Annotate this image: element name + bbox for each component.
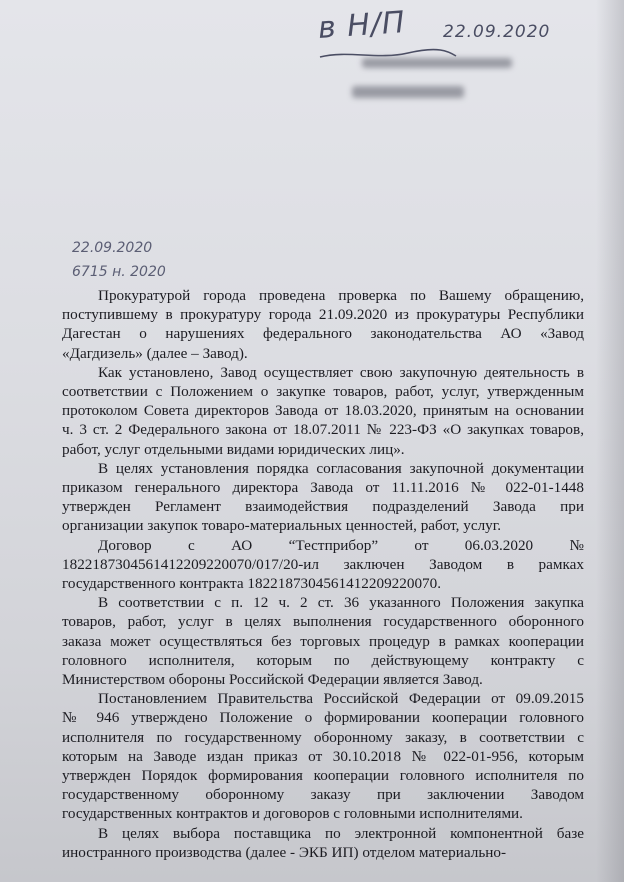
incoming-number: 6715 н. 2020 [72,264,166,280]
text-line: В соответствии с п. 12 ч. 2 ст. 36 указанного Положения закупка [98,594,584,612]
text-line: приказом генерального директора Завода от 11.11.2016 № 022-01-1448 [62,479,584,497]
resolution-mark: в Н/П [316,4,407,47]
text-line: государственных контрактов и договоров с головными исполнителями. [62,805,523,823]
text-line: товаров, работ, услуг в целях выполнения государственного оборонного [62,613,584,631]
paragraph [62,459,584,536]
text-line: Прокуратурой города проведена проверка по Вашему обращению, [98,287,584,304]
text-line: заказа может осуществляться без торговых процедур в рамках кооперации [62,632,584,650]
paragraph [62,286,584,363]
text-line: государственному оборонному заказу при заключении Заводом [62,786,584,804]
paragraph [62,824,584,862]
resolution-date: 22.09.2020 [443,22,551,42]
text-line: Министерством обороны Российской Федерации является Завод. [62,671,483,689]
text-line: иностранного производства (далее - ЭКБ ИП) отделом материально- [62,843,507,861]
text-line: Дагестан о нарушениях федерального законодательства АО «Завод [62,325,584,343]
text-line: 1822187304561412209220070/017/20-ил заключен Заводом в рамках [62,555,584,573]
text-line: поступившему в прокуратуру города 21.09.2020 из прокуратуры Республики [62,306,584,324]
redacted-addressee-line-2 [352,86,464,98]
incoming-date: 22.09.2020 [72,240,153,256]
letter-body [62,286,584,862]
text-line: головного исполнителя, которым по действующему контракту с [62,651,584,669]
text-line: Договор с АО “Тестприбор” от 06.03.2020 № [98,536,584,554]
paragraph [62,689,584,823]
text-line: ч. 3 ст. 2 Федерального закона от 18.07.2011 № 223-ФЗ «О закупках товаров, [62,421,584,439]
text-line: утвержден Регламент взаимодействия подразделений Завода при [62,498,584,516]
text-line: организации закупок товаро-материальных ценностей, работ, услуг. [62,517,502,535]
text-line: утвержден Порядок формирования кооперации головного исполнителя по [62,767,584,785]
paragraph [62,593,584,689]
paragraph [62,536,584,594]
resolution-stamp [316,4,578,60]
text-line: соответствии с Положением о закупке товаров, работ, услуг, утвержденным [62,383,584,401]
text-line: исполнителя по государственному оборонному заказу, в соответствии с [62,728,584,746]
text-line: которым на Заводе издан приказ от 30.10.2018 № 022-01-956, которым [62,747,584,765]
text-line: № 946 утверждено Положение о формировании кооперации головного [62,709,584,727]
redacted-addressee-line-1 [362,58,512,68]
text-line: Постановлением Правительства Российской Федерации от 09.09.2015 [98,690,584,708]
text-line: Как установлено, Завод осуществляет свою закупочную деятельность в [98,363,584,381]
text-line: государственного контракта 1822187304561412209220070. [62,575,442,593]
paragraph [62,363,584,459]
text-line: работ, услуг отдельными видами юридических лиц». [62,440,405,458]
text-line: В целях установления порядка согласования закупочной документации [98,459,584,477]
text-line: протоколом Совета директоров Завода от 18.03.2020, принятым на основании [62,402,584,420]
text-line: «Дагдизель» (далее – Завод). [62,344,248,362]
page-shadow [596,0,624,882]
text-line: В целях выбора поставщика по электронной компонентной базе [98,824,584,842]
